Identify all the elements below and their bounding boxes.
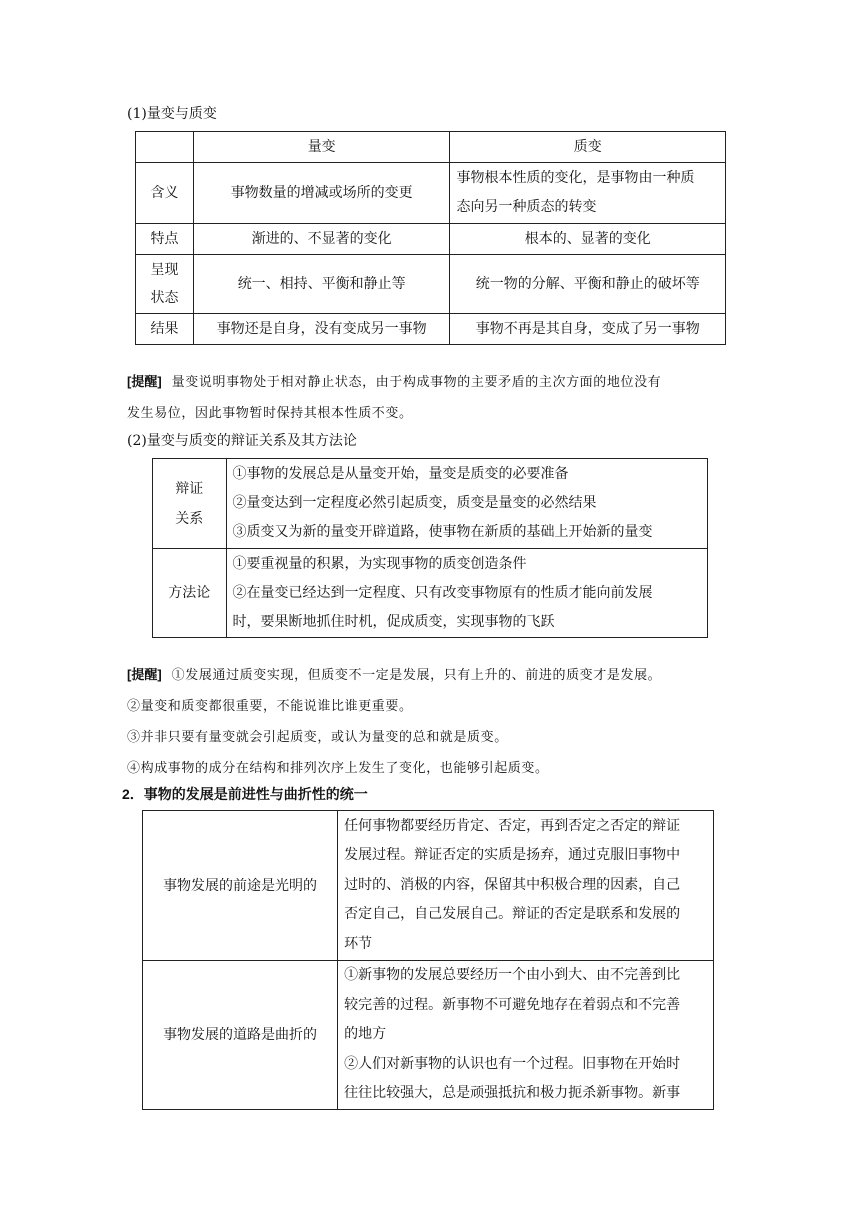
cell-quantitative-result: 事物还是自身，没有变成另一事物 [193,314,450,345]
cell-line: 任何事物都要经历肯定、否定，再到否定之否定的辩证 [344,817,681,834]
cell-line: 否定自己，自己发展自己。辩证的否定是联系和发展的 [344,906,681,923]
cell-line: 环节 [344,935,373,952]
cell-line: 关系 [175,510,204,527]
development-table [142,810,714,1110]
section-heading-1: (1)量变与质变 [127,106,217,122]
tip-line: ②量变和质变都很重要，不能说谁比谁更重要。 [127,699,413,714]
cell-line: 发展过程。辩证否定的实质是扬弃，通过克服旧事物中 [344,847,681,864]
tip-line: [提醒] 量变说明事物处于相对静止状态，由于构成事物的主要矛盾的主次方面的地位没有 [127,374,662,390]
cell-qualitative-meaning [450,163,726,224]
cell-qualitative-feature: 根本的、显著的变化 [450,224,726,255]
tip-block-1 [127,366,661,429]
cell-line: ①事物的发展总是从量变开始，量变是质变的必要准备 [232,466,569,482]
cell-bright-future [338,811,714,961]
cell-line: ②人们对新事物的认识也有一个过程。旧事物在开始时 [344,1055,681,1072]
cell-line: 过时的、消极的内容，保留其中积极合理的因素，自己 [344,876,681,893]
row-label-result: 结果 [136,314,194,345]
cell-methodology [226,549,708,638]
section-heading-3: 2．事物的发展是前进性与曲折性的统一 [122,786,368,802]
row-label-relation [153,459,227,549]
cell-line: 事物根本性质的变化，是事物由一种质 [456,170,695,186]
cell-line: 时，要果断地抓住时机，促成质变，实现事物的飞跃 [232,613,555,630]
row-label-feature: 特点 [136,224,194,255]
cell-quantitative-meaning: 事物数量的增减或场所的变更 [193,163,450,224]
cell-line: 呈现 [150,262,179,278]
cell-line: 辩证 [175,480,204,497]
section-heading-2: (2)量变与质变的辩证关系及其方法论 [127,433,357,449]
tip-line: 发生易位，因此事物暂时保持其根本性质不变。 [127,406,413,421]
cell-line: ②量变达到一定程度必然引起质变，质变是量变的必然结果 [232,495,597,511]
cell-line: ①新事物的发展总要经历一个由小到大、由不完善到比 [344,967,681,983]
cell-qualitative-result: 事物不再是其自身，变成了另一事物 [450,314,726,345]
cell-quantitative-state: 统一、相持、平衡和静止等 [193,255,450,314]
tip-line: ③并非只要有量变就会引起质变，或认为量变的总和就是质变。 [127,730,508,745]
cell-line: ③质变又为新的量变开辟道路，使事物在新质的基础上开始新的量变 [232,524,653,540]
cell-line: ②在量变已经达到一定程度、只有改变事物原有的性质才能向前发展 [232,584,653,601]
header-qualitative: 质变 [450,132,726,163]
tip-label: [提醒] [127,374,162,389]
row-label-methodology: 方法论 [153,549,227,638]
header-empty-cell [136,132,194,163]
row-label-tortuous-road: 事物发展的道路是曲折的 [143,961,338,1110]
cell-tortuous-road [338,961,714,1110]
tip-label: [提醒] [127,667,162,682]
cell-line: 往往比较强大，总是顽强抵抗和极力扼杀新事物。新事 [344,1085,681,1101]
tip-line: [提醒] ①发展通过质变实现，但质变不一定是发展，只有上升的、前进的质变才是发展。 [127,667,662,683]
row-label-state [136,255,194,314]
cell-line: 的地方 [344,1026,387,1042]
row-label-bright-future: 事物发展的前途是光明的 [143,811,338,961]
cell-line: ①要重视量的积累，为实现事物的质变创造条件 [232,555,527,572]
header-quantitative: 量变 [193,132,450,163]
cell-relation [226,459,708,549]
cell-qualitative-state: 统一物的分解、平衡和静止的破坏等 [450,255,726,314]
dialectical-relation-table [152,458,708,638]
cell-quantitative-feature: 渐进的、不显著的变化 [193,224,450,255]
row-label-meaning: 含义 [136,163,194,224]
tip-block-2 [127,659,661,784]
quantity-quality-table [135,131,726,345]
cell-line: 态向另一种质态的转变 [456,199,597,215]
tip-line: ④构成事物的成分在结构和排列次序上发生了变化，也能够引起质变。 [127,761,549,776]
cell-line: 较完善的过程。新事物不可避免地存在着弱点和不完善 [344,996,681,1013]
cell-line: 状态 [150,290,179,306]
